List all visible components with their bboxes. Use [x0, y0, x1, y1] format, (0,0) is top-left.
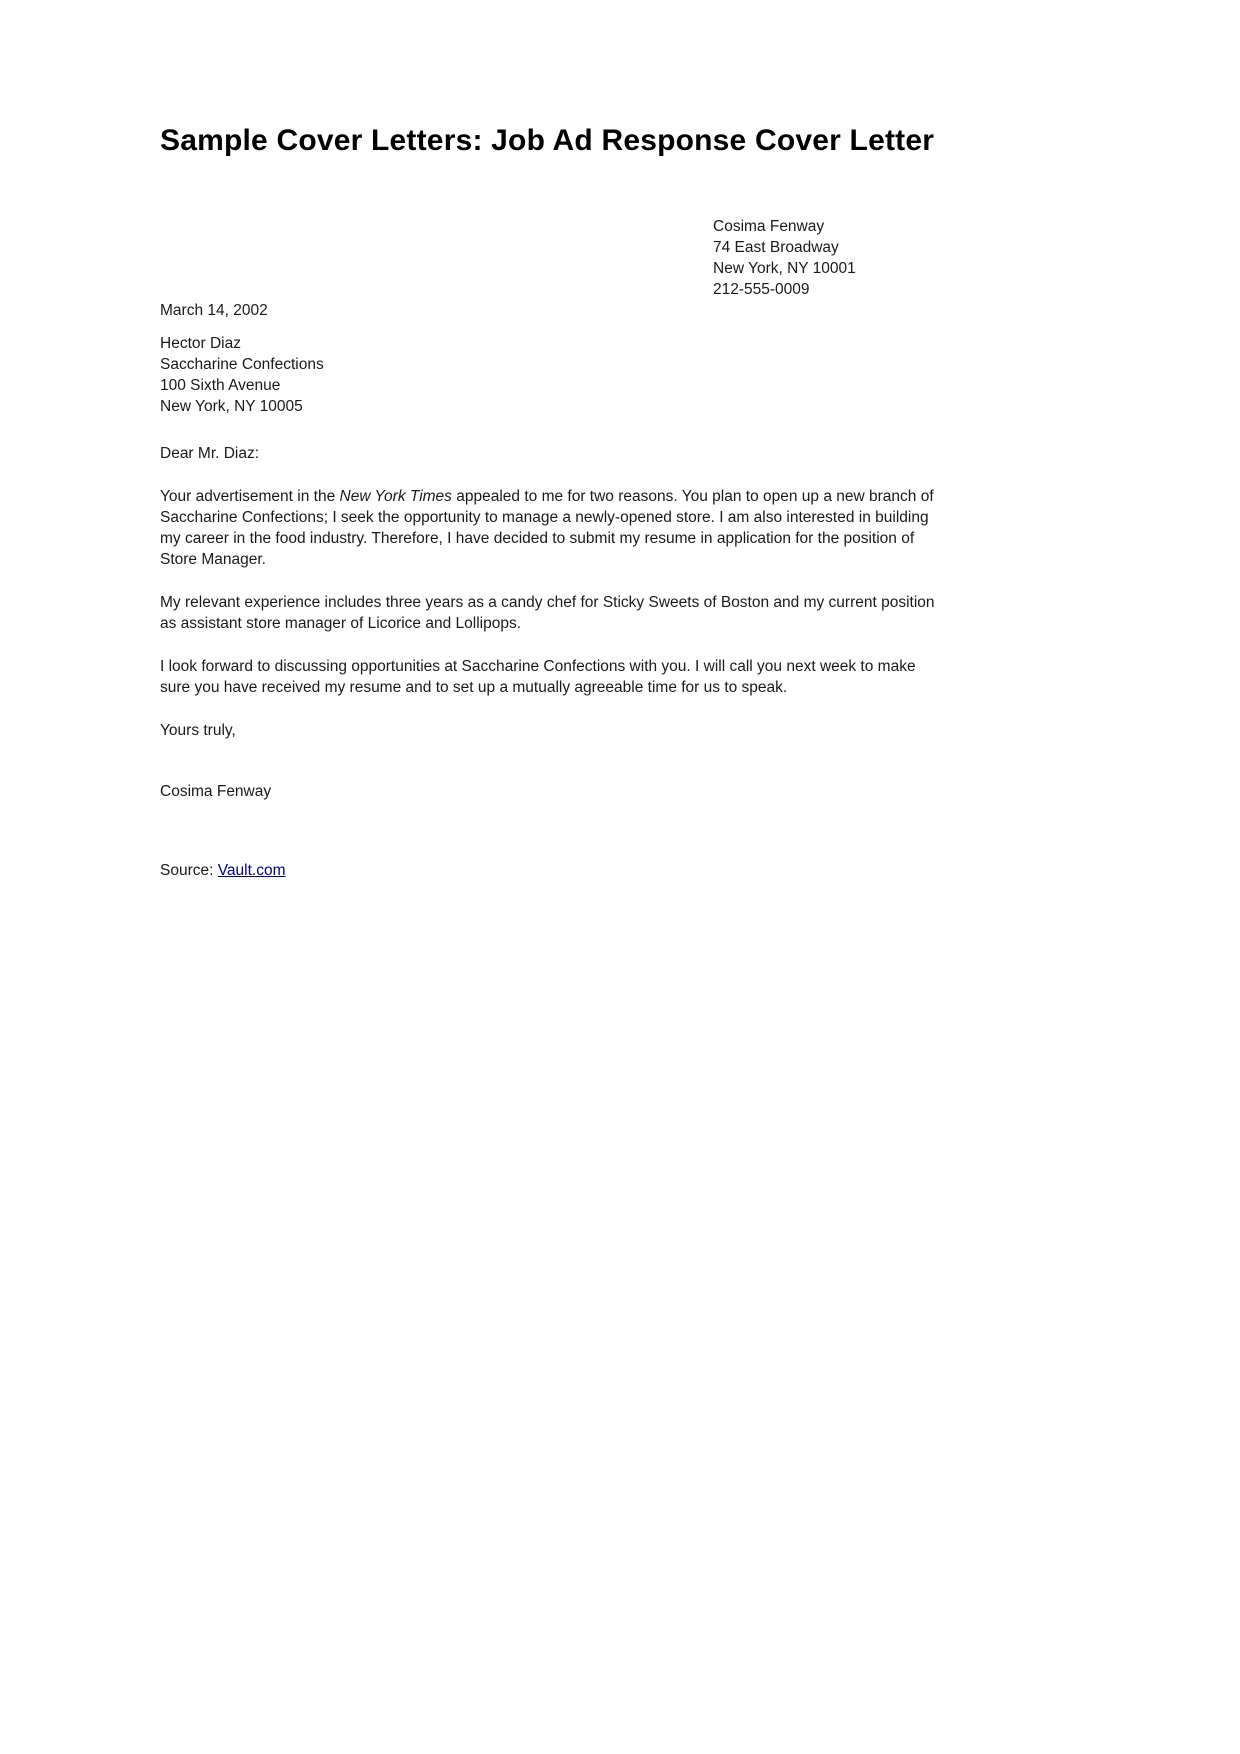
- letter-content: [160, 122, 942, 881]
- signature-name: Cosima Fenway: [160, 783, 272, 800]
- paragraph-1-text-end: appealed to me for two reasons. You plan to open up a new branch of Saccharine Confections; I seek the opportunity to manage a newly-opened store. I am also interested in building my career in the food industry. Therefore, I have decided to submit my resume in application for the position of Store Manager.: [160, 488, 934, 568]
- sender-address-block: [713, 216, 942, 300]
- paragraph-1-text-start: Your advertisement in the: [160, 488, 340, 505]
- publication-name: New York Times: [339, 488, 452, 505]
- recipient-street: 100 Sixth Avenue: [160, 377, 281, 394]
- source-line: [160, 860, 942, 881]
- sender-name: Cosima Fenway: [713, 218, 825, 235]
- recipient-address-block: [160, 333, 942, 417]
- vault-link[interactable]: Vault.com: [217, 862, 286, 879]
- salutation: Dear Mr. Diaz:: [160, 445, 260, 462]
- recipient-company: Saccharine Confections: [160, 356, 324, 373]
- page-title: Sample Cover Letters: Job Ad Response Cover Letter: [160, 124, 935, 157]
- source-label: Source:: [160, 862, 218, 879]
- body-paragraph-2: My relevant experience includes three years as a candy chef for Sticky Sweets of Boston and my current position as assistant store manager of Licorice and Lollipops.: [160, 594, 935, 632]
- sender-city-state-zip: New York, NY 10001: [713, 260, 856, 277]
- recipient-city-state-zip: New York, NY 10005: [160, 398, 303, 415]
- body-paragraph-1: [160, 486, 942, 570]
- letter-date: March 14, 2002: [160, 302, 268, 319]
- body-paragraph-3: I look forward to discussing opportunities at Saccharine Confections with you. I will call you next week to make sure you have received my resume and to set up a mutually agreeable time for us to speak.: [160, 658, 916, 696]
- recipient-name: Hector Diaz: [160, 335, 241, 352]
- sender-phone: 212-555-0009: [713, 281, 810, 298]
- sender-street: 74 East Broadway: [713, 239, 839, 256]
- valediction: Yours truly,: [160, 722, 236, 739]
